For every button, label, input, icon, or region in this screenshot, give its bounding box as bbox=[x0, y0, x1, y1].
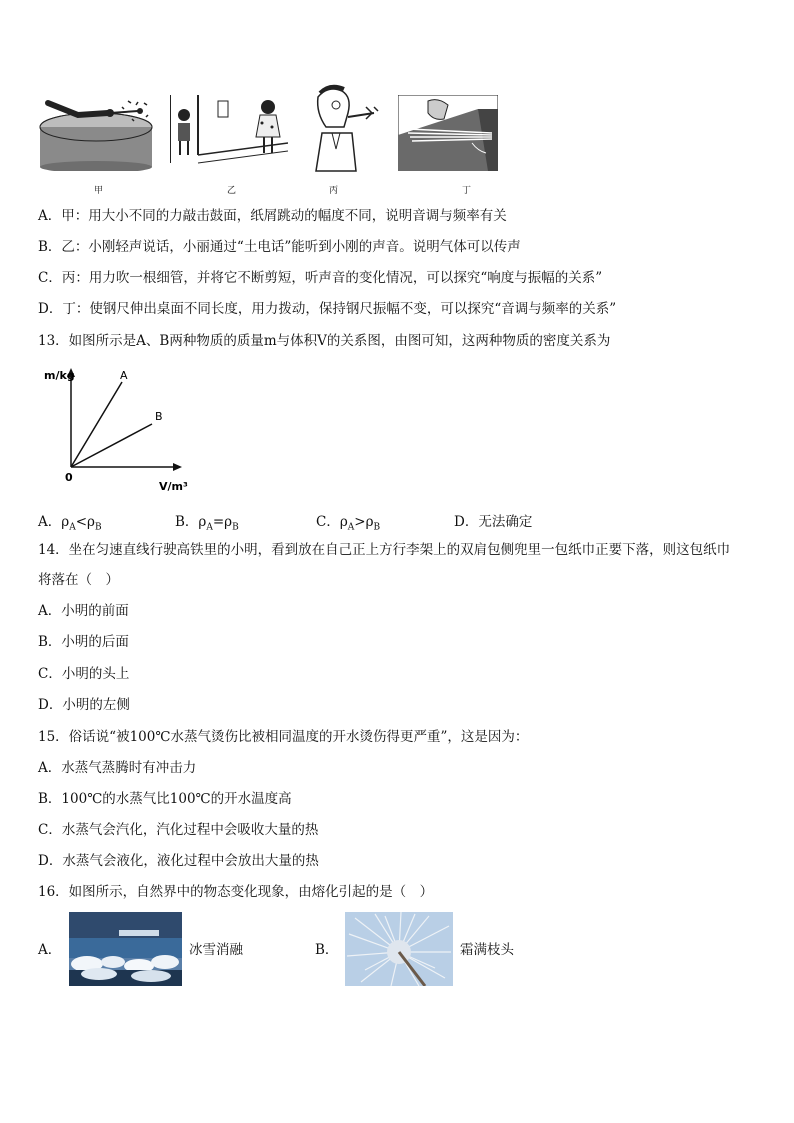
q13-stem: 13．如图所示是A、B两种物质的质量m与体积V的关系图，由图可知，这两种物质的密度关系为 bbox=[38, 333, 611, 349]
q16-option-a-label: A． bbox=[38, 942, 62, 958]
q14-option-c: C．小明的头上 bbox=[38, 666, 130, 682]
q13-option-b: B．$\rho_A=\rho_B$ bbox=[175, 514, 239, 533]
q16-stem: 16．如图所示，自然界中的物态变化现象，由熔化引起的是（ ） bbox=[38, 884, 434, 900]
q14-option-d: D．小明的左侧 bbox=[38, 697, 130, 713]
q13-option-a: A．$\rho_A<\rho_B$ bbox=[38, 514, 102, 533]
q12-option-d: D．丁：使钢尺伸出桌面不同长度，用力拨动，保持钢尺振幅不变，可以探究“音调与频率的关系” bbox=[38, 301, 617, 317]
figure-label-jia: 甲 bbox=[94, 186, 104, 196]
q14-option-b: B．小明的后面 bbox=[38, 634, 129, 650]
q15-option-b: B．100℃的水蒸气比100℃的开水温度高 bbox=[38, 791, 292, 807]
q12-option-b: B．乙：小刚轻声说话，小丽通过“土电话”能听到小刚的声音。说明气体可以传声 bbox=[38, 239, 521, 255]
q15-option-a: A．水蒸气蒸腾时有冲击力 bbox=[38, 760, 197, 776]
q15-option-d: D．水蒸气会液化，液化过程中会放出大量的热 bbox=[38, 853, 319, 869]
figure-jia-drum bbox=[38, 93, 158, 171]
q14-option-a: A．小明的前面 bbox=[38, 603, 129, 619]
graph-x-label: V/m³ bbox=[159, 480, 188, 493]
graph-line-a-label: A bbox=[120, 369, 128, 382]
figure-label-yi: 乙 bbox=[227, 186, 237, 196]
q16-image-frost-branch bbox=[345, 912, 453, 986]
graph-origin: 0 bbox=[65, 471, 73, 484]
figure-label-ding: 丁 bbox=[462, 186, 472, 196]
q13-option-c: C．$\rho_A>\rho_B$ bbox=[316, 514, 381, 533]
graph-line-b-label: B bbox=[155, 410, 163, 423]
q16-option-b-label: B． bbox=[315, 942, 339, 958]
q14-stem-line1: 14．坐在匀速直线行驶高铁里的小明，看到放在自己正上方行李架上的双肩包侧兜里一包纸巾正要下落，则这包纸巾 bbox=[38, 542, 731, 558]
figure-bing-blowing-straw bbox=[312, 83, 382, 173]
q16-option-a-caption: 冰雪消融 bbox=[189, 942, 243, 958]
figure-yi-tin-can-phone bbox=[170, 93, 288, 165]
q15-stem: 15．俗话说“被100℃水蒸气烫伤比被相同温度的开水烫伤得更严重”，这是因为： bbox=[38, 729, 529, 745]
q13-option-d: D．无法确定 bbox=[454, 514, 533, 530]
figure-label-bing: 丙 bbox=[329, 186, 339, 196]
figure-ding-steel-ruler bbox=[398, 95, 498, 171]
q14-stem-line2: 将落在（ ） bbox=[38, 572, 119, 588]
q15-option-c: C．水蒸气会汽化，汽化过程中会吸收大量的热 bbox=[38, 822, 319, 838]
q12-option-a: A．甲：用大小不同的力敲击鼓面，纸屑跳动的幅度不同，说明音调与频率有关 bbox=[38, 208, 507, 224]
q12-option-c: C．丙：用力吹一根细管，并将它不断剪短，听声音的变化情况，可以探究“响度与振幅的关系” bbox=[38, 270, 603, 286]
q16-image-melting-snow bbox=[69, 912, 182, 986]
q13-mass-volume-graph bbox=[38, 364, 198, 494]
q16-option-b-caption: 霜满枝头 bbox=[460, 942, 514, 958]
graph-y-label: m/kg bbox=[44, 369, 75, 382]
